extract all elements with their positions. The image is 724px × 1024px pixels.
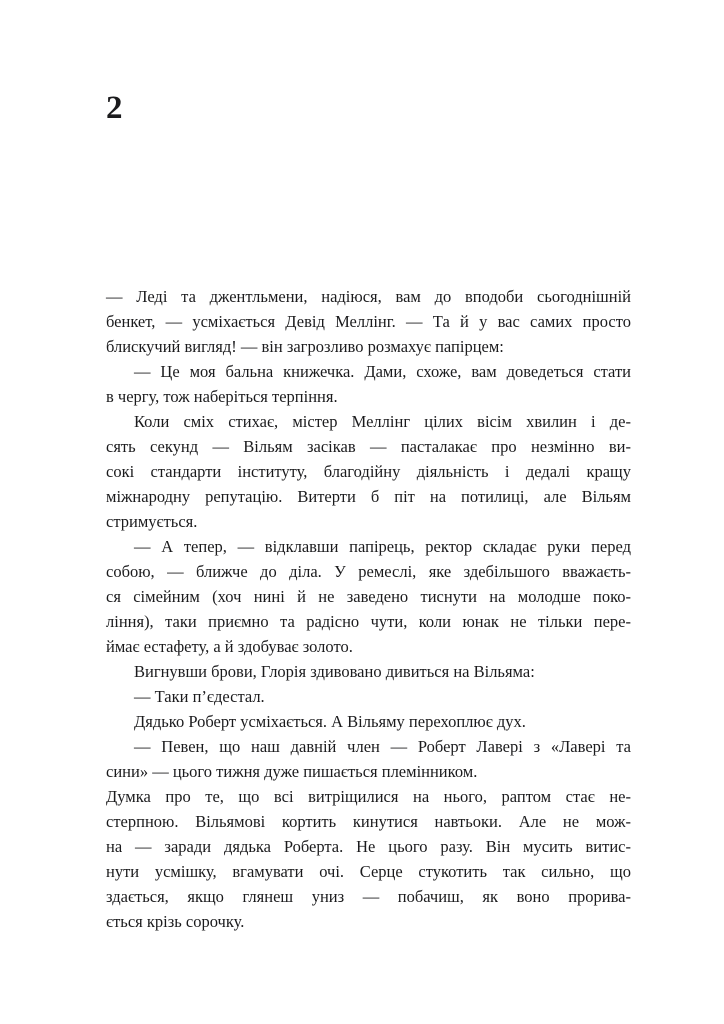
text-line: ся сімейним (хоч нині й не заведено тиснути на молодше поко- — [106, 587, 631, 606]
text-line: сять секунд — Вільям засікав — пасталакає про незмінно ви- — [106, 437, 631, 456]
text-line: ймає естафету, а й здобуває золото. — [106, 637, 353, 656]
paragraph — [106, 284, 631, 359]
text-line: стерпною. Вільямові кортить кинутися навтьоки. Але не мож- — [106, 812, 631, 831]
text-line: сини» — цього тижня дуже пишається племінником. — [106, 762, 478, 781]
text-line: — А тепер, — відклавши папірець, ректор складає руки перед — [134, 537, 631, 556]
text-line: — Певен, що наш давній член — Роберт Лавері з «Лавері та — [134, 737, 631, 756]
text-line: нути усмішку, вгамувати очі. Серце стукотить так сильно, що — [106, 862, 631, 881]
text-line: Вигнувши брови, Глорія здивовано дивиться на Вільяма: — [134, 662, 535, 681]
text-line: Коли сміх стихає, містер Меллінг цілих вісім хвилин і де- — [134, 412, 631, 431]
text-line: сокі стандарти інституту, благодійну діяльність і дедалі кращу — [106, 462, 631, 481]
text-line: здається, якщо глянеш униз — побачиш, як воно прорива- — [106, 887, 631, 906]
text-line: — Леді та джентльмени, надіюся, вам до вподоби сьогоднішній — [106, 287, 631, 306]
text-line: міжнародну репутацію. Витерти б піт на потилиці, але Вільям — [106, 487, 631, 506]
text-line: — Таки п’єдестал. — [134, 687, 265, 706]
paragraph — [106, 659, 631, 684]
page-body — [106, 284, 631, 934]
text-line: в чергу, тож наберіться терпіння. — [106, 387, 338, 406]
text-line: на — заради дядька Роберта. Не цього разу. Він мусить витис- — [106, 837, 631, 856]
chapter-number: 2 — [106, 90, 123, 126]
paragraph — [106, 684, 631, 709]
text-line: Дядько Роберт усміхається. А Вільяму перехоплює дух. — [134, 712, 526, 731]
text-line: бенкет, — усміхається Девід Меллінг. — Та й у вас самих просто — [106, 312, 631, 331]
text-line: ління), таки приємно та радісно чути, коли юнак не тільки пере- — [106, 612, 631, 631]
text-line: собою, — ближче до діла. У ремеслі, яке здебільшого вважаєть- — [106, 562, 631, 581]
paragraph — [106, 784, 631, 934]
text-line: — Це моя бальна книжечка. Дами, схоже, вам доведеться стати — [134, 362, 631, 381]
paragraph — [106, 709, 631, 734]
text-line: блискучий вигляд! — він загрозливо розмахує папірцем: — [106, 337, 504, 356]
text-line: стримується. — [106, 512, 198, 531]
paragraph — [106, 734, 631, 784]
text-line: ється крізь сорочку. — [106, 912, 245, 931]
text-line: Думка про те, що всі витріщилися на нього, раптом стає не- — [106, 787, 631, 806]
paragraph — [106, 534, 631, 659]
paragraph — [106, 409, 631, 534]
paragraph — [106, 359, 631, 409]
